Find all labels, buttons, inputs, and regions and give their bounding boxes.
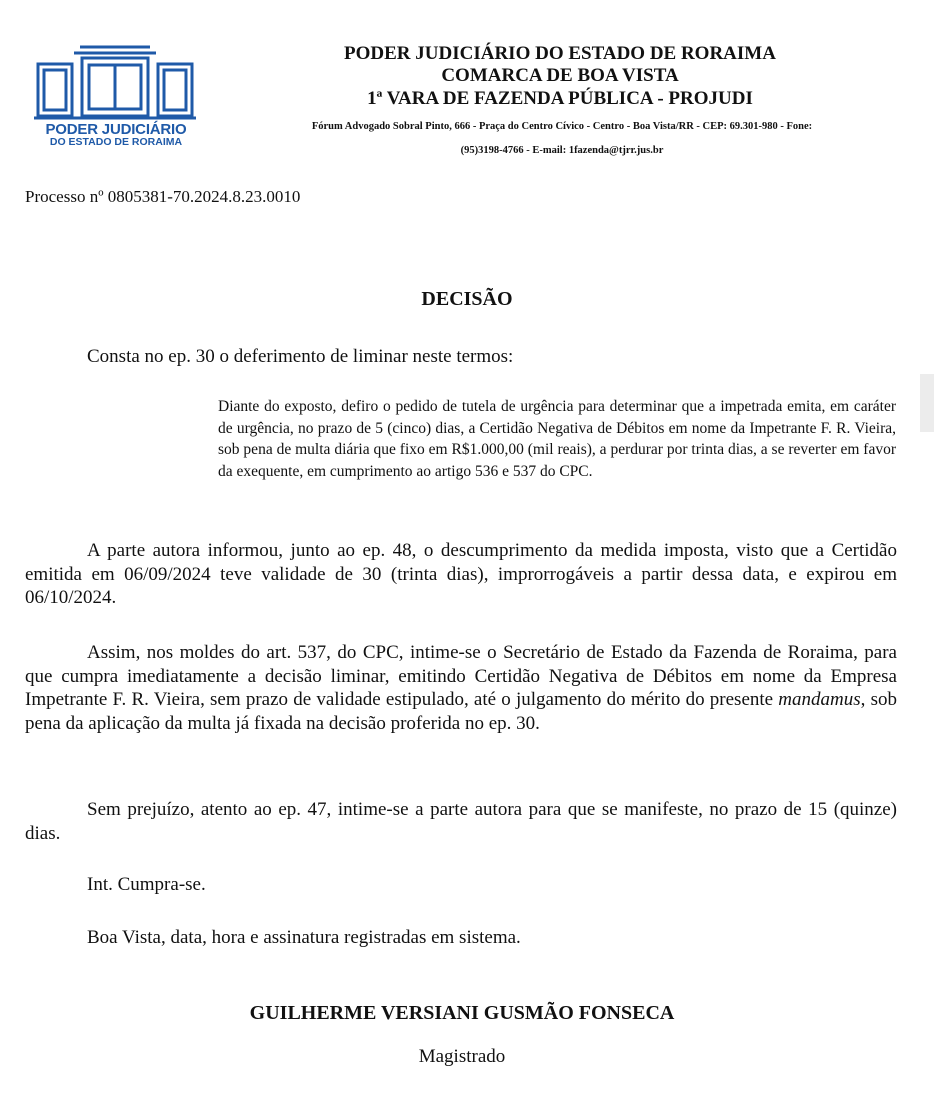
court-contact: (95)3198-4766 - E-mail: 1fazenda@tjrr.jus.br xyxy=(460,145,664,156)
paragraph-noncompliance: A parte autora informou, junto ao ep. 48, o descumprimento da medida imposta, visto que a Certidão emitida em 06/09/2024 teve validade de 30 (trinta dias), improrrogáveis a partir dessa data, e expirou em 06/10/2024. xyxy=(25,540,897,608)
paragraph-place-date: Boa Vista, data, hora e assinatura registradas em sistema. xyxy=(87,927,521,948)
vara-name: 1ª VARA DE FAZENDA PÚBLICA - PROJUDI xyxy=(367,88,753,109)
court-name: PODER JUDICIÁRIO DO ESTADO DE RORAIMA xyxy=(344,43,776,64)
comarca-name: COMARCA DE BOA VISTA xyxy=(441,65,679,86)
process-number: Processo nº 0805381-70.2024.8.23.0010 xyxy=(25,187,301,206)
paragraph-summons: Sem prejuízo, atento ao ep. 47, intime-se a parte autora para que se manifeste, no prazo de 15 (quinze) dias. xyxy=(25,799,897,844)
court-address: Fórum Advogado Sobral Pinto, 666 - Praça do Centro Cívico - Centro - Boa Vista/RR - CEP: 69.301-980 - Fone: xyxy=(311,121,813,132)
scroll-edge xyxy=(920,374,934,432)
signer-name: GUILHERME VERSIANI GUSMÃO FONSECA xyxy=(249,1002,675,1024)
order-text-italic: mandamus xyxy=(778,689,861,710)
courthouse-emblem-icon xyxy=(32,44,198,120)
document-title: DECISÃO xyxy=(421,288,513,310)
paragraph-order xyxy=(25,641,897,735)
order-text-start: Assim, nos moldes do art. 537, do CPC, intime-se o Secretário de Estado da Fazenda de Roraima, para que cumpra imediatamente a decisão liminar, emitindo Certidão Negativa de Débitos em nome da Empresa Impetrante F. R. Vieira, sem prazo de validade estipulado, até o julgamento do mérito do presente xyxy=(25,642,897,710)
signer-role: Magistrado xyxy=(418,1046,506,1067)
paragraph-intro: Consta no ep. 30 o deferimento de liminar neste termos: xyxy=(87,346,514,367)
paragraph-closing: Int. Cumpra-se. xyxy=(87,874,206,895)
logo-text-sub: DO ESTADO DE RORAIMA xyxy=(49,136,183,148)
quoted-decision: Diante do exposto, defiro o pedido de tutela de urgência para determinar que a impetrada emita, em caráter de urgência, no prazo de 5 (cinco) dias, a Certidão Negativa de Débitos em nome da Impetrante F. R. Vieira, sob pena de multa diária que fixo em R$1.000,00 (mil reais), a perdurar por trinta dias, a se reverter em favor da exequente, em cumprimento ao artigo 536 e 537 do CPC. xyxy=(218,398,896,480)
order-text-end: , sob pena da aplicação da multa já fixada na decisão proferida no ep. 30. xyxy=(25,689,897,734)
logo-text-main: PODER JUDICIÁRIO xyxy=(45,121,187,138)
court-logo xyxy=(30,44,202,152)
